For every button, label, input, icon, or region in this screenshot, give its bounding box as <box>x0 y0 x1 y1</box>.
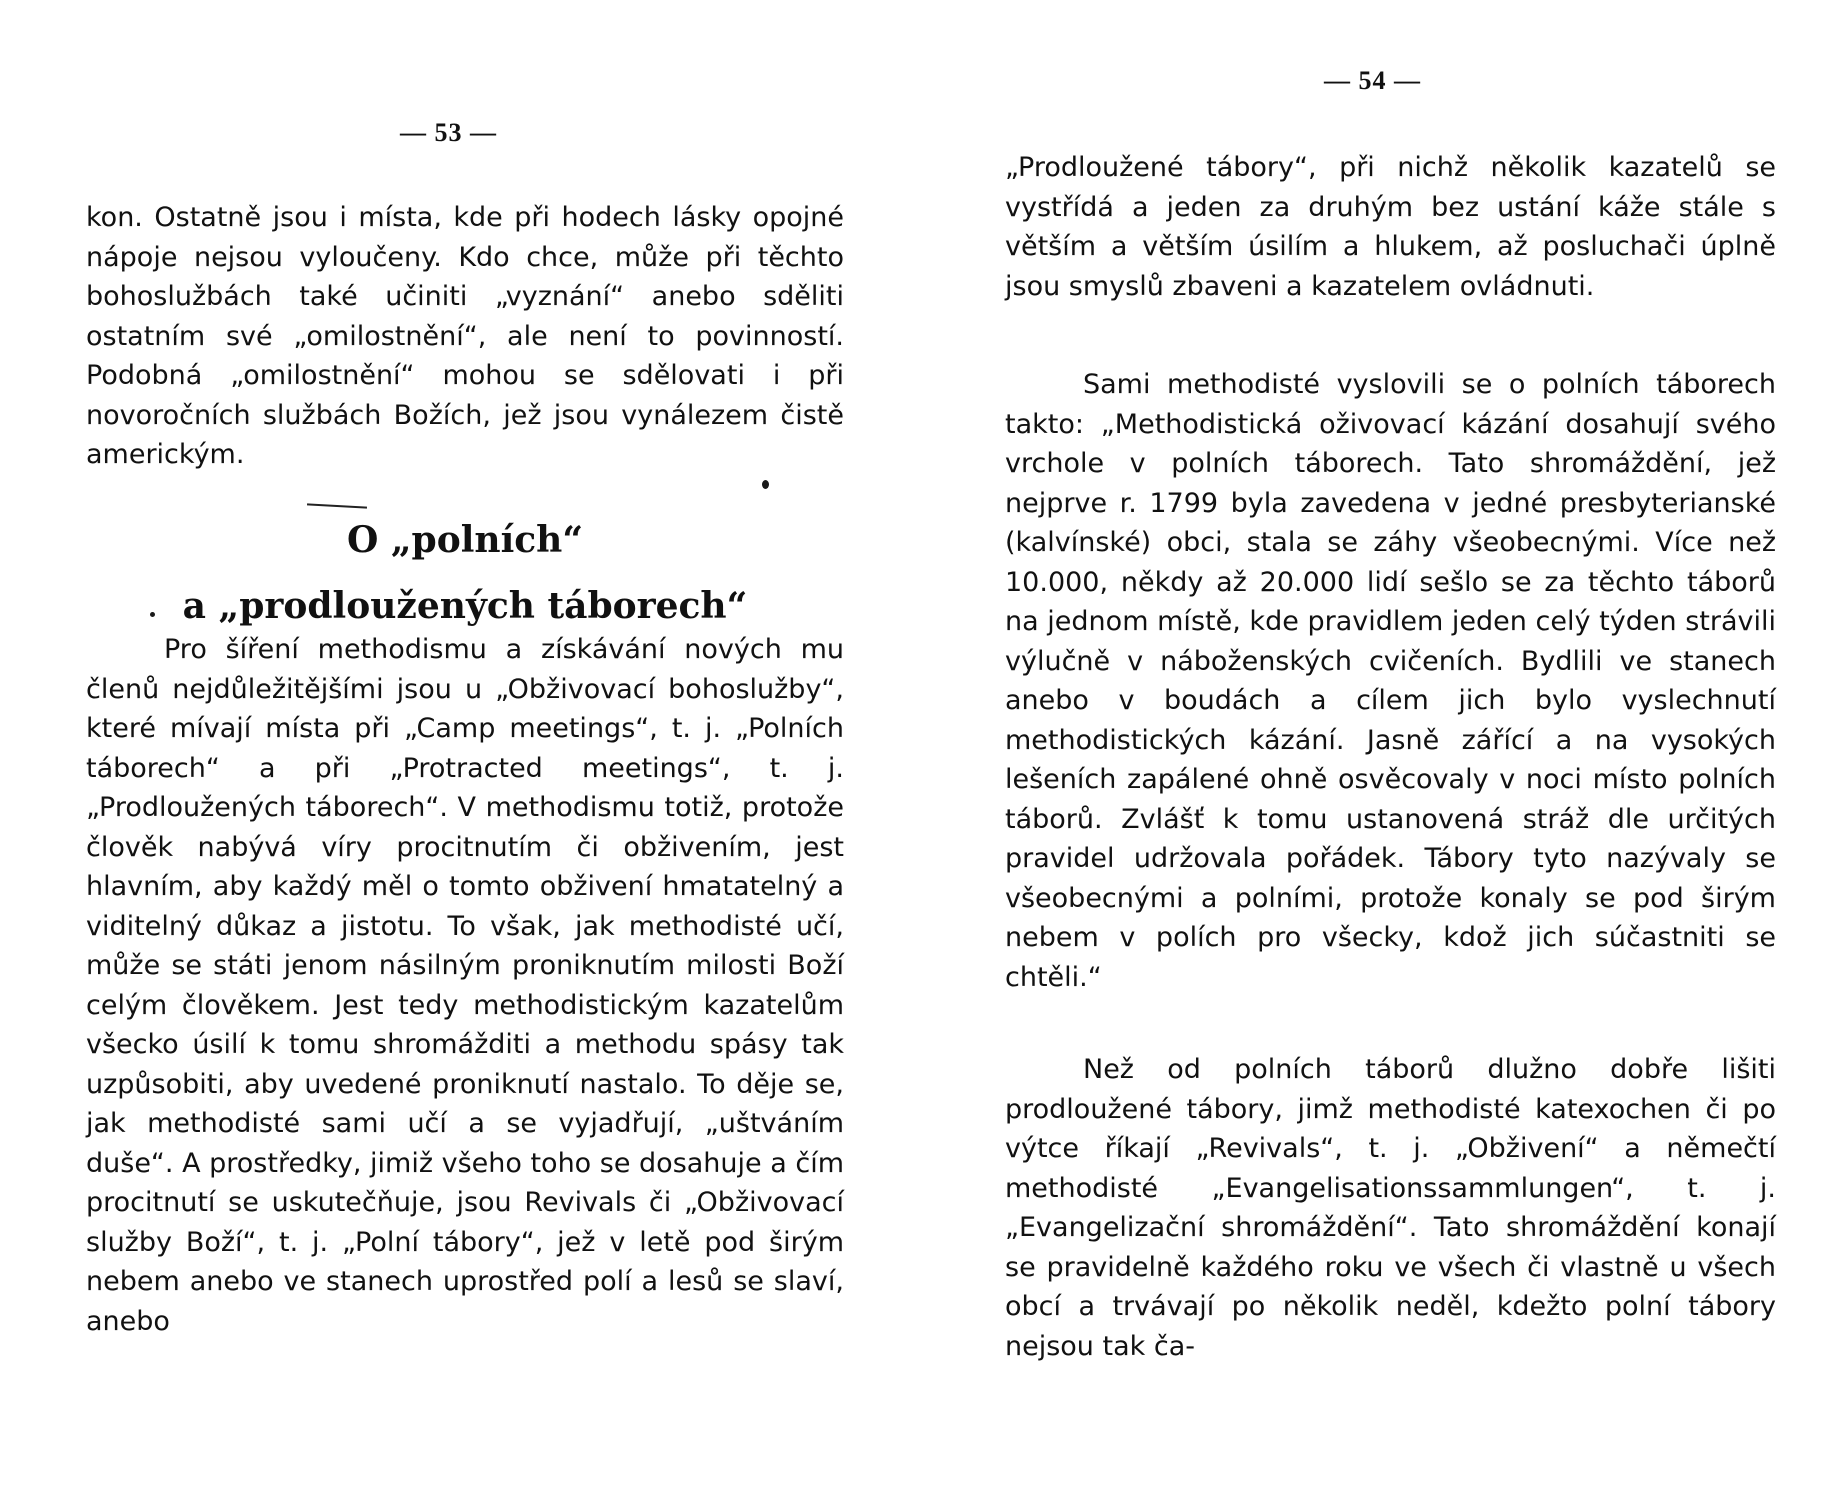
heading-line: O „polních“ <box>346 519 584 561</box>
paragraph: kon. Ostatně jsou i místa, kde při hodech lásky opojné nápoje nejsou vyloučeny. Kdo chce, může při těchto bohoslužbách také učiniti „vyznání“ anebo sděliti ostatním své „omilostnění“, ale není to povinností. Podobná „omilostnění“ mohou se sdělovati i při novoročních službách Božích, jež jsou vynálezem čistě americkým. <box>86 202 844 470</box>
paragraph: Sami methodisté vyslovili se o polních táborech takto: „Methodistická oživovací kázání dosahují svého vrchole v polních táborech. Tato shromáždění, jež nejprve r. 1799 byla zavedena v jedné presbyterianské (kalvínské) obci, stala se záhy všeobecnými. Více než 10.000, někdy až 20.000 lidí sešlo se za těchto táborů na jednom místě, kde pravidlem jeden celý týden strávili výlučně v náboženských cvičeních. Bydlili ve stanech anebo v boudách a cílem jich bylo vyslechnutí methodistických kázání. Jasně zářící a na vysokých lešeních zapálené ohně osvěcovaly v noci místo polních táborů. Zvlášť k tomu ustanovená stráž dle určitých pravidel udržovala pořádek. Tábory tyto nazývaly se všeobecnými a polními, protože konaly se pod širým nebem v polích pro všecky, kdož jich súčastniti se chtěli.“ <box>1005 369 1776 993</box>
ink-speck <box>762 480 769 489</box>
paragraph: „Prodloužené tábory“, při nichž několik kazatelů se vystřídá a jeden za druhým bez ustání káže stále s větším a větším úsilím a hlukem, až posluchači úplně jsou smyslů zbaveni a kazatelem ovládnuti. <box>1005 152 1776 302</box>
paragraph: Než od polních táborů dlužno dobře lišiti prodloužené tábory, jimž methodisté katexochen či po výtce říkají „Revivals“, t. j. „Obživení“ a němečtí methodisté „Evangelisationssammlungen“, t. j. „Evangelizační shromáždění“. Tato shromáždění konají se pravidelně každého roku ve všech či vlastně u všech obcí a trvávají po několik neděl, kdežto polní tábory nejsou tak ča- <box>1005 1054 1776 1362</box>
right-page <box>913 0 1826 1501</box>
page-number: — 53 — <box>400 118 497 147</box>
heading-line: a „prodloužených táborech“ <box>182 585 748 627</box>
ink-speck <box>150 612 155 617</box>
divider <box>307 503 367 508</box>
section-heading <box>86 515 844 631</box>
paragraph: Pro šíření methodismu a získávání nových mu členů nejdůležitějšími jsou u „Obživovací bohoslužby“, které mívají místa při „Camp meetings“, t. j. „Polních táborech“ a při „Protracted meetings“, t. j. „Prodloužených táborech“. V methodismu totiž, protože člověk nabývá víry procitnutím či obživením, jest hlavním, aby každý měl o tomto obživení hmatatelný a viditelný důkaz a jistotu. To však, jak methodisté učí, může se státi jenom násilným proniknutím milosti Boží celým člověkem. Jest tedy methodistickým kazatelům všecko úsilí k tomu shromážditi a methodu spásy tak uzpůsobiti, aby uvedené proniknutí nastalo. To děje se, jak methodisté sami učí a se vyjadřují, „uštváním duše“. A prostředky, jimiž všeho toho se dosahuje a čím procitnutí se uskutečňuje, jsou Revivals či „Obživovací služby Boží“, t. j. „Polní tábory“, jež v letě pod širým nebem anebo ve stanech uprostřed polí a lesů se slaví, anebo <box>86 634 845 1337</box>
page-number: — 54 — <box>1324 66 1421 95</box>
